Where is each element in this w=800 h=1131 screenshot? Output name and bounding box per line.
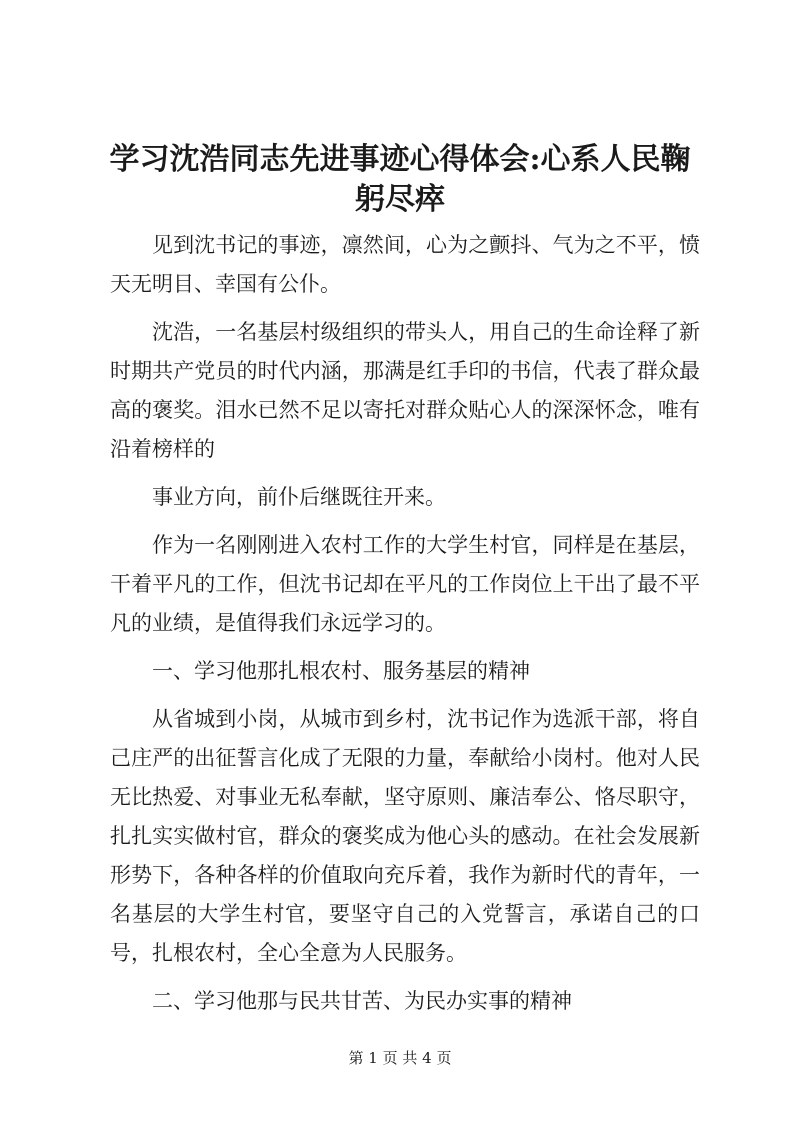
section-heading-2: 二、学习他那与民共甘苦、为民办实事的精神 xyxy=(152,989,572,1013)
paragraph-village-official: 作为一名刚刚进入农村工作的大学生村官，同样是在基层，干着平凡的工作，但沈书记却在平凡的工作岗位上干出了最不平凡的业绩，是值得我们永远学习的。 xyxy=(110,533,700,635)
paragraph-shenhao: 沈浩，一名基层村级组织的带头人，用自己的生命诠释了新时期共产党员的时代内涵，那满是红手印的书信，代表了群众最高的褒奖。泪水已然不足以寄托对群众贴心人的深深怀念，唯有沿着榜样的 xyxy=(110,320,700,461)
document-title xyxy=(100,140,700,220)
paragraph-intro: 见到沈书记的事迹，凛然间，心为之颤抖、气为之不平，愤天无明目、幸国有公仆。 xyxy=(110,233,700,296)
page-footer: 第 1 页 共 4 页 xyxy=(348,1049,452,1067)
paragraph-career: 事业方向，前仆后继既往开来。 xyxy=(152,485,446,509)
document-body xyxy=(110,226,700,1030)
title-line-1: 学习沈浩同志先进事迹心得体会:心系人民鞠 xyxy=(109,142,691,177)
section-heading-1: 一、学习他那扎根农村、服务基层的精神 xyxy=(152,659,530,683)
paragraph-section-1: 从省城到小岗，从城市到乡村，沈书记作为选派干部，将自己庄严的出征誓言化成了无限的力量，奉献给小岗村。他对人民无比热爱、对事业无私奉献，坚守原则、廉洁奉公、恪尽职守，扎扎实实做村官，群众的褒奖成为他心头的感动。在社会发展新形势下，各种各样的价值取向充斥着，我作为新时代的青年，一名基层的大学生村官，要坚守自己的入党誓言，承诺自己的口号，扎根农村，全心全意为人民服务。 xyxy=(110,707,700,965)
title-line-2: 躬尽瘁 xyxy=(355,182,445,217)
